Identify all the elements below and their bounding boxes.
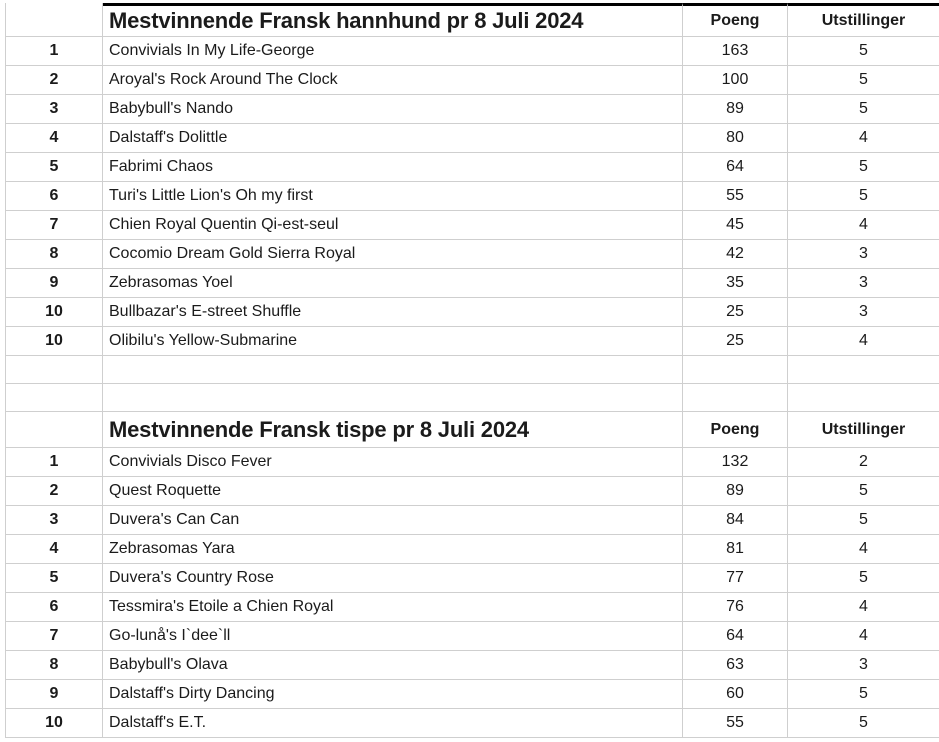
empty-cell[interactable] [5,412,103,447]
table-row [5,622,939,651]
cell-utstillinger[interactable]: 5 [859,42,868,59]
cell-poeng[interactable]: 55 [683,182,788,210]
cell-poeng[interactable]: 55 [683,709,788,737]
cell-utstillinger[interactable]: 5 [859,71,868,88]
cell-poeng[interactable]: 76 [683,593,788,621]
table-row [5,211,939,240]
cell-rank[interactable]: 7 [5,211,103,239]
cell-utstillinger[interactable]: 3 [859,656,868,673]
cell-name[interactable]: Babybull's Olava [103,651,683,679]
cell-name[interactable]: Bullbazar's E-street Shuffle [103,298,683,326]
table-header-row [5,412,939,448]
table-body [0,37,939,356]
table-row [5,535,939,564]
cell-utstillinger[interactable]: 3 [859,274,868,291]
table-header-row [5,3,939,37]
cell-rank[interactable]: 8 [5,240,103,268]
cell-rank[interactable]: 3 [5,506,103,534]
cell-name[interactable]: Aroyal's Rock Around The Clock [103,66,683,94]
empty-cell[interactable] [5,356,103,383]
cell-name[interactable]: Tessmira's Etoile a Chien Royal [103,593,683,621]
cell-rank[interactable]: 5 [5,153,103,181]
cell-poeng[interactable]: 64 [683,622,788,650]
cell-poeng[interactable]: 64 [683,153,788,181]
cell-utstillinger[interactable]: 2 [859,453,868,470]
col-header-utstillinger[interactable]: Utstillinger [821,420,906,438]
cell-rank[interactable]: 2 [5,477,103,505]
cell-name[interactable]: Turi's Little Lion's Oh my first [103,182,683,210]
cell-name[interactable]: Olibilu's Yellow-Submarine [103,327,683,355]
table-row [5,327,939,356]
empty-row [5,356,939,384]
cell-name[interactable]: Convivials Disco Fever [103,448,683,476]
cell-name[interactable]: Cocomio Dream Gold Sierra Royal [103,240,683,268]
cell-utstillinger[interactable]: 5 [859,685,868,702]
empty-cell[interactable] [5,384,103,411]
cell-name[interactable]: Zebrasomas Yoel [103,269,683,297]
cell-utstillinger[interactable]: 4 [859,598,868,615]
cell-utstillinger[interactable]: 5 [859,714,868,731]
cell-poeng[interactable]: 89 [683,95,788,123]
cell-name[interactable]: Dalstaff's Dolittle [103,124,683,152]
cell-utstillinger[interactable]: 5 [859,569,868,586]
empty-cell[interactable] [683,384,788,411]
cell-poeng[interactable]: 100 [683,66,788,94]
cell-rank[interactable]: 2 [5,66,103,94]
col-header-utstillinger[interactable]: Utstillinger [788,3,939,36]
cell-rank[interactable]: 6 [5,593,103,621]
cell-rank[interactable]: 9 [5,269,103,297]
cell-utstillinger[interactable]: 4 [859,540,868,557]
cell-name[interactable]: Zebrasomas Yara [103,535,683,563]
cell-utstillinger[interactable]: 5 [859,158,868,175]
table-title[interactable]: Mestvinnende Fransk hannhund pr 8 Juli 2024 [103,3,683,36]
cell-rank[interactable]: 8 [5,651,103,679]
cell-poeng[interactable]: 77 [683,564,788,592]
empty-cell[interactable] [103,384,683,411]
cell-poeng[interactable]: 42 [683,240,788,268]
cell-utstillinger[interactable]: 4 [859,627,868,644]
cell-poeng[interactable]: 163 [683,37,788,65]
cell-rank[interactable]: 6 [5,182,103,210]
table-row [5,593,939,622]
cell-poeng[interactable]: 81 [683,535,788,563]
cell-name[interactable]: Dalstaff's E.T. [103,709,683,737]
cell-poeng[interactable]: 89 [683,477,788,505]
empty-cell[interactable] [103,356,683,383]
table-hannhund [0,3,939,356]
cell-poeng[interactable]: 80 [683,124,788,152]
cell-poeng[interactable]: 84 [683,506,788,534]
empty-cell[interactable] [788,356,939,383]
table-row [5,182,939,211]
cell-utstillinger[interactable]: 3 [859,245,868,262]
col-header-poeng[interactable]: Poeng [683,412,788,447]
cell-name[interactable]: Go-lunå's I`dee`ll [103,622,683,650]
cell-name[interactable]: Duvera's Country Rose [103,564,683,592]
cell-utstillinger[interactable]: 3 [859,303,868,320]
cell-utstillinger[interactable]: 5 [859,100,868,117]
cell-name[interactable]: Convivials In My Life-George [103,37,683,65]
cell-rank[interactable]: 10 [5,327,103,355]
table-row [5,66,939,95]
table-row [5,269,939,298]
cell-utstillinger[interactable]: 5 [859,511,868,528]
table-row [5,709,939,738]
cell-utstillinger[interactable]: 4 [859,216,868,233]
cell-rank[interactable]: 7 [5,622,103,650]
empty-cell[interactable] [788,384,939,411]
cell-name[interactable]: Fabrimi Chaos [103,153,683,181]
cell-poeng[interactable]: 45 [683,211,788,239]
cell-name[interactable]: Babybull's Nando [103,95,683,123]
cell-utstillinger[interactable]: 4 [859,129,868,146]
table-row [5,124,939,153]
table-row [5,680,939,709]
table-row [5,564,939,593]
cell-rank[interactable]: 9 [5,680,103,708]
table-row [5,448,939,477]
cell-rank[interactable]: 5 [5,564,103,592]
empty-row [5,384,939,412]
cell-poeng[interactable]: 63 [683,651,788,679]
table-row [5,651,939,680]
cell-name[interactable]: Chien Royal Quentin Qi-est-seul [103,211,683,239]
table-row [5,298,939,327]
cell-name[interactable]: Duvera's Can Can [103,506,683,534]
cell-poeng[interactable]: 60 [683,680,788,708]
cell-utstillinger[interactable]: 5 [859,482,868,499]
col-header-poeng[interactable]: Poeng [683,3,788,36]
table-body [0,448,939,738]
table-row [5,477,939,506]
table-row [5,95,939,124]
table-row [5,153,939,182]
cell-utstillinger[interactable]: 5 [859,187,868,204]
cell-name[interactable]: Dalstaff's Dirty Dancing [103,680,683,708]
cell-poeng[interactable]: 132 [683,448,788,476]
cell-poeng[interactable]: 35 [683,269,788,297]
cell-poeng[interactable]: 25 [683,298,788,326]
cell-poeng[interactable]: 25 [683,327,788,355]
table-row [5,506,939,535]
cell-rank[interactable]: 1 [5,448,103,476]
cell-rank[interactable]: 10 [5,298,103,326]
table-title[interactable]: Mestvinnende Fransk tispe pr 8 Juli 2024 [103,412,683,447]
cell-rank[interactable]: 1 [5,37,103,65]
cell-rank[interactable]: 4 [5,535,103,563]
table-row [5,37,939,66]
empty-cell[interactable] [683,356,788,383]
cell-rank[interactable]: 4 [5,124,103,152]
empty-cell[interactable] [5,3,103,36]
cell-rank[interactable]: 3 [5,95,103,123]
cell-utstillinger[interactable]: 4 [859,332,868,349]
cell-name[interactable]: Quest Roquette [103,477,683,505]
table-tispe [0,412,939,738]
cell-rank[interactable]: 10 [5,709,103,737]
table-row [5,240,939,269]
